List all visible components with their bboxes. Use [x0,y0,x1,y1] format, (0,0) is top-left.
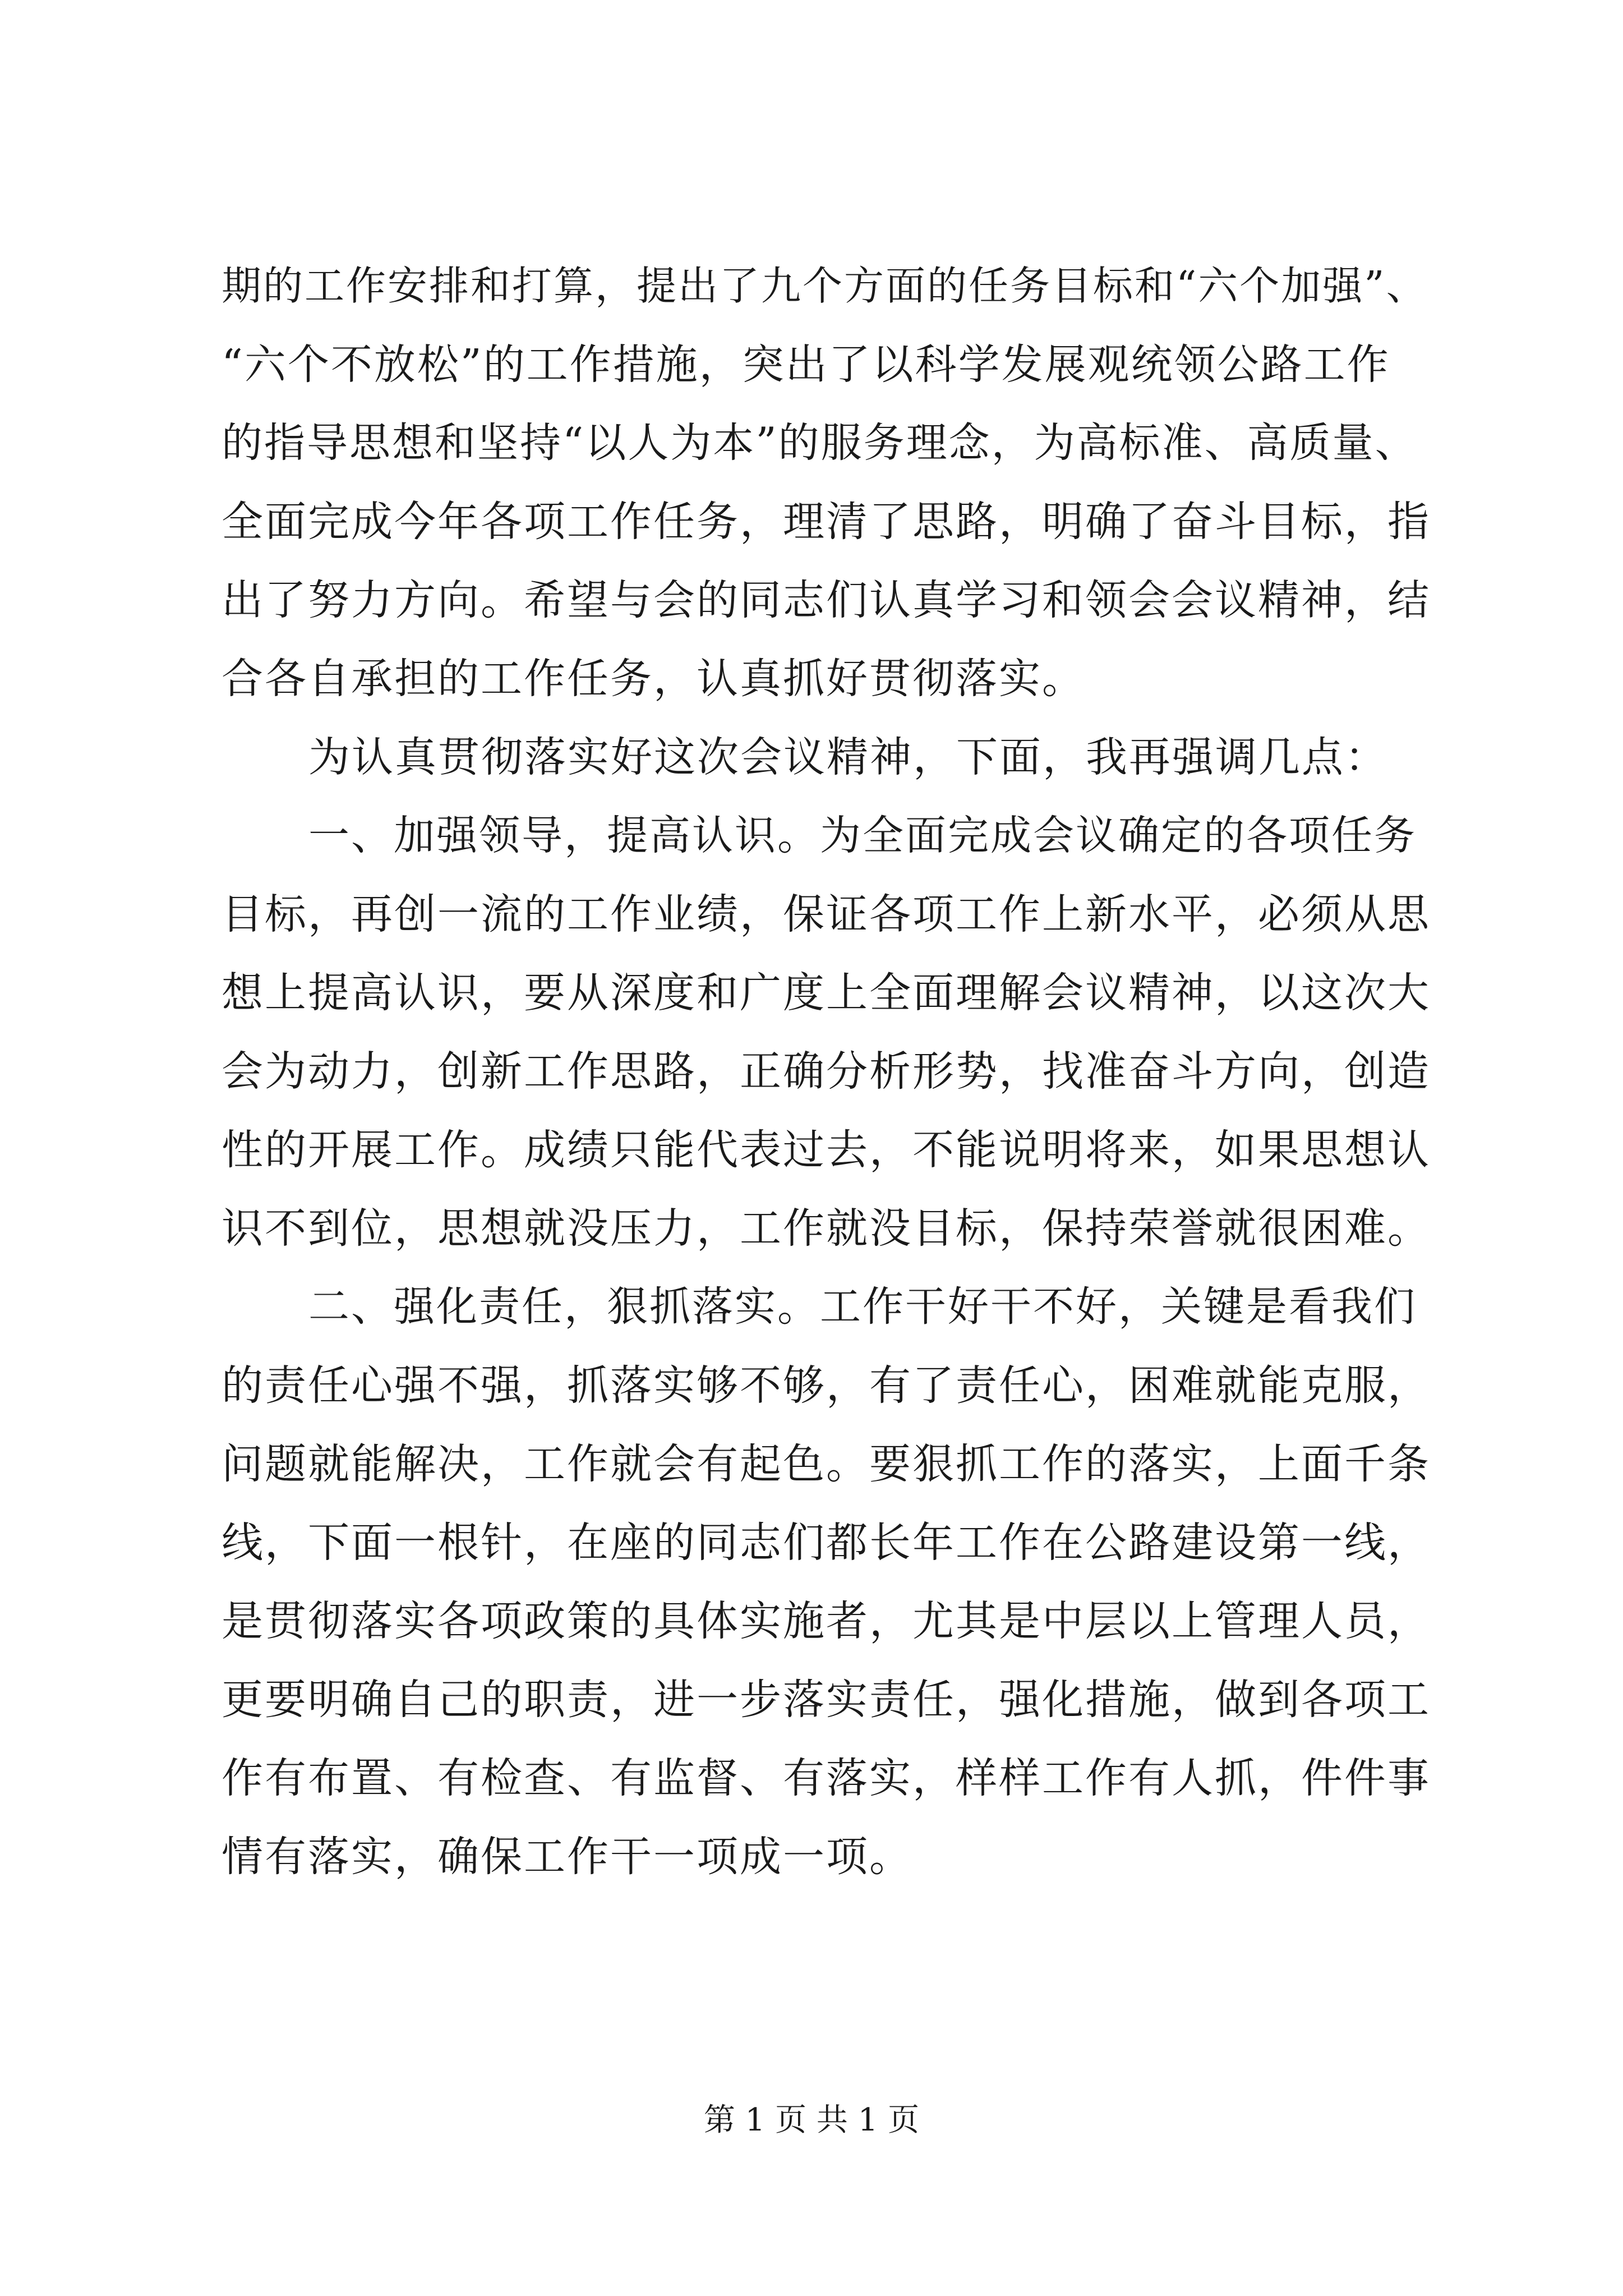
text-line: 识不到位，思想就没压力，工作就没目标，保持荣誉就很困难。 [222,1204,1431,1253]
text-line: 出了努力方向。希望与会的同志们认真学习和领会会议精神，结 [222,576,1431,624]
text-line: 作有布置、有检查、有监督、有落实，样样工作有人抓，件件事 [222,1754,1431,1802]
text-line: 目标，再创一流的工作业绩，保证各项工作上新水平，必须从思 [222,890,1431,938]
text-line: 情有落实，确保工作干一项成一项。 [222,1833,912,1881]
text-line: 会为动力，创新工作思路，正确分析形势，找准奋斗方向，创造 [222,1047,1431,1096]
text-line: 想上提高认识，要从深度和广度上全面理解会议精神，以这次大 [222,969,1431,1017]
text-line: 的责任心强不强，抓落实够不够，有了责任心，困难就能克服， [222,1361,1431,1410]
text-line: 是贯彻落实各项政策的具体实施者，尤其是中层以上管理人员， [222,1597,1431,1645]
text-line: 合各自承担的工作任务，认真抓好贯彻落实。 [222,655,1085,703]
text-line: 问题就能解决，工作就会有起色。要狠抓工作的落实，上面千条 [222,1440,1431,1488]
text-line: 一、加强领导，提高认识。为全面完成会议确定的各项任务 [308,812,1417,859]
text-line: 的指导思想和坚持“以人为本”的服务理念，为高标准、高质量、 [222,419,1418,467]
text-line: 更要明确自己的职责，进一步落实责任，强化措施，做到各项工 [222,1676,1431,1724]
text-line: 二、强化责任，狠抓落实。工作干好干不好，关键是看我们 [308,1283,1417,1331]
text-line: 全面完成今年各项工作任务，理清了思路，明确了奋斗目标，指 [222,498,1431,546]
text-line: 线，下面一根针，在座的同志们都长年工作在公路建设第一线， [222,1519,1431,1567]
text-line: “六个不放松”的工作措施，突出了以科学发展观统领公路工作 [222,341,1390,389]
text-line: 期的工作安排和打算，提出了九个方面的任务目标和“六个加强”、 [222,263,1428,309]
page-footer: 第 1 页 共 1 页 [703,2102,920,2138]
text-line: 性的开展工作。成绩只能代表过去，不能说明将来，如果思想认 [222,1126,1431,1174]
text-line: 为认真贯彻落实好这次会议精神，下面，我再强调几点： [308,733,1388,781]
body-text [222,247,1430,1896]
